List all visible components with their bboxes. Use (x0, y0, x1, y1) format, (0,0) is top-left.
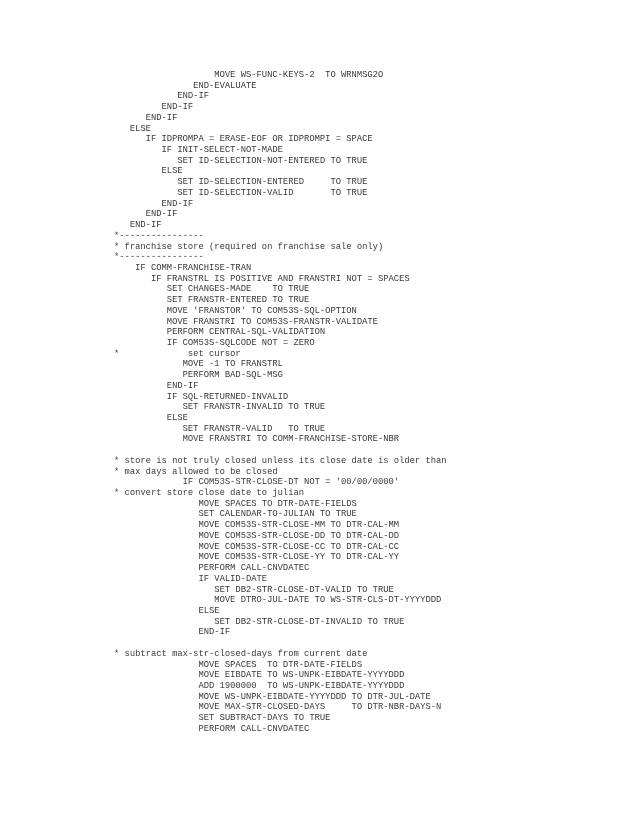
code-line: END-IF (114, 220, 162, 231)
code-line: * subtract max-str-closed-days from current date (114, 648, 368, 659)
code-line: MOVE COM53S-STR-CLOSE-CC TO DTR-CAL-CC (114, 541, 400, 552)
code-line: IF IDPROMPA = ERASE-EOF OR IDPROMPI = SPACE (114, 134, 373, 145)
code-line: *---------------- (114, 252, 204, 263)
code-line: ELSE (114, 166, 183, 177)
code-line: MOVE -1 TO FRANSTRL (114, 359, 283, 370)
code-line: END-IF (114, 198, 194, 209)
code-line: END-IF (114, 380, 199, 391)
code-line: MOVE SPACES TO DTR-DATE-FIELDS (114, 498, 357, 509)
code-line: END-IF (114, 627, 231, 638)
code-line: MOVE FRANSTRI TO COMM-FRANCHISE-STORE-NBR (114, 434, 400, 445)
code-line: ADD 1900000 TO WS-UNPK-EIBDATE-YYYYDDD (114, 680, 405, 691)
cobol-code-listing (114, 70, 447, 735)
code-line: MOVE DTRO-JUL-DATE TO WS-STR-CLS-DT-YYYYDDD (114, 595, 442, 606)
code-line: SET ID-SELECTION-NOT-ENTERED TO TRUE (114, 155, 368, 166)
code-line: MOVE WS-UNPK-EIBDATE-YYYYDDD TO DTR-JUL-DATE (114, 691, 431, 702)
code-line: IF VALID-DATE (114, 573, 268, 584)
code-line: * set cursor (114, 348, 241, 359)
code-line: END-IF (114, 91, 210, 102)
code-line: MOVE WS-FUNC-KEYS-2 TO WRNMSG2O (114, 70, 384, 80)
code-line: SET CHANGES-MADE TO TRUE (114, 284, 310, 295)
code-line: * convert store close date to julian (114, 488, 305, 499)
code-line: END-EVALUATE (114, 80, 257, 91)
code-line: ELSE (114, 605, 220, 616)
code-line: SET SUBTRACT-DAYS TO TRUE (114, 713, 331, 724)
code-line: PERFORM CALL-CNVDATEC (114, 723, 310, 734)
code-line: END-IF (114, 209, 178, 220)
code-line: PERFORM CALL-CNVDATEC (114, 563, 310, 574)
code-line: SET CALENDAR-TO-JULIAN TO TRUE (114, 509, 357, 520)
code-line (114, 445, 447, 456)
code-line: IF FRANSTRL IS POSITIVE AND FRANSTRI NOT = SPACES (114, 273, 410, 284)
code-line: SET FRANSTR-ENTERED TO TRUE (114, 295, 310, 306)
code-line: MOVE COM53S-STR-CLOSE-DD TO DTR-CAL-DD (114, 530, 400, 541)
code-line: MOVE EIBDATE TO WS-UNPK-EIBDATE-YYYYDDD (114, 670, 405, 681)
code-line: IF COM53S-SQLCODE NOT = ZERO (114, 337, 315, 348)
code-line: * franchise store (required on franchise sale only) (114, 241, 384, 252)
code-line: SET ID-SELECTION-VALID TO TRUE (114, 187, 368, 198)
code-line: MOVE FRANSTRI TO COM53S-FRANSTR-VALIDATE (114, 316, 378, 327)
code-line: * store is not truly closed unless its close date is older than (114, 455, 447, 466)
code-line: PERFORM BAD-SQL-MSG (114, 370, 283, 381)
code-line: MOVE COM53S-STR-CLOSE-MM TO DTR-CAL-MM (114, 520, 400, 531)
code-line: IF COM53S-STR-CLOSE-DT NOT = '00/00/0000' (114, 477, 400, 488)
code-line: MOVE MAX-STR-CLOSED-DAYS TO DTR-NBR-DAYS-N (114, 702, 442, 713)
code-line: IF INIT-SELECT-NOT-MADE (114, 145, 283, 156)
code-line: PERFORM CENTRAL-SQL-VALIDATION (114, 327, 326, 338)
code-line: MOVE COM53S-STR-CLOSE-YY TO DTR-CAL-YY (114, 552, 400, 563)
code-line: END-IF (114, 112, 178, 123)
code-line: SET DB2-STR-CLOSE-DT-INVALID TO TRUE (114, 616, 405, 627)
code-line: END-IF (114, 102, 194, 113)
code-line: MOVE 'FRANSTOR' TO COM53S-SQL-OPTION (114, 305, 357, 316)
code-line: SET FRANSTR-VALID TO TRUE (114, 423, 326, 434)
code-line: ELSE (114, 413, 188, 423)
code-line: MOVE SPACES TO DTR-DATE-FIELDS (114, 659, 363, 670)
code-line: SET ID-SELECTION-ENTERED TO TRUE (114, 177, 368, 188)
code-line: IF SQL-RETURNED-INVALID (114, 391, 289, 402)
code-line: SET DB2-STR-CLOSE-DT-VALID TO TRUE (114, 584, 394, 595)
code-line: * max days allowed to be closed (114, 466, 278, 477)
code-line (114, 638, 447, 649)
code-line: ELSE (114, 123, 151, 134)
code-line: SET FRANSTR-INVALID TO TRUE (114, 402, 326, 413)
code-line: IF COMM-FRANCHISE-TRAN (114, 262, 252, 273)
code-line: *---------------- (114, 230, 204, 241)
